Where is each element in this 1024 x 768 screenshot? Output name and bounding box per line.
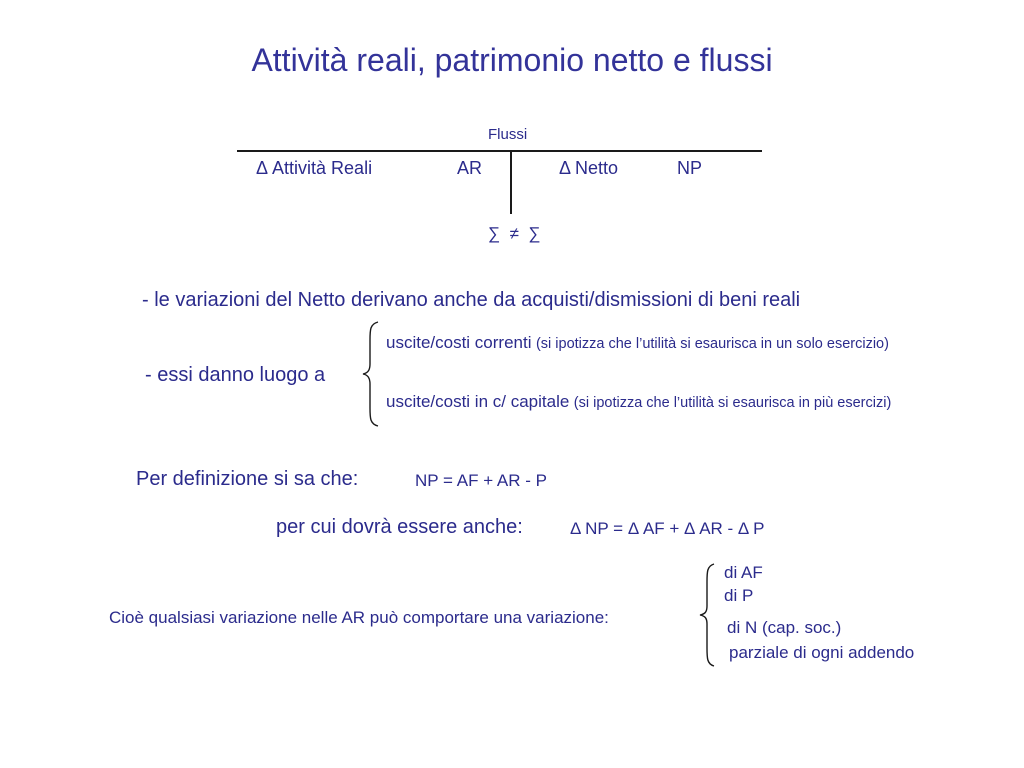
slide-title: Attività reali, patrimonio netto e flussi xyxy=(251,42,773,78)
t-account-right-code: NP xyxy=(677,158,703,178)
left-brace-icon xyxy=(697,562,719,668)
definition-formula: NP = AF + AR - P xyxy=(415,471,547,490)
variation-item-p: di P xyxy=(724,586,754,605)
option-current-costs xyxy=(386,333,889,353)
option-capital-costs xyxy=(386,392,891,412)
option-current-costs-note: (si ipotizza che l’utilità si esaurisca in un solo esercizio) xyxy=(535,336,889,352)
bullet-netto-variations: - le variazioni del Netto derivano anche da acquisti/dismissioni di beni reali xyxy=(142,289,801,311)
definition-label: Per definizione si sa che: xyxy=(136,468,359,490)
variation-label: Cioè qualsiasi variazione nelle AR può comportare una variazione: xyxy=(109,608,609,627)
consequence-formula: Δ NP = Δ AF + Δ AR - Δ P xyxy=(570,519,765,538)
bullet-essi-danno-luogo: - essi danno luogo a xyxy=(145,364,326,386)
t-account-left-code: AR xyxy=(457,158,483,178)
t-account-left-label: Δ Attività Reali xyxy=(256,158,373,178)
t-account-horizontal-line xyxy=(237,150,762,152)
t-account-right-label: Δ Netto xyxy=(559,158,619,178)
t-account-header: Flussi xyxy=(488,126,528,143)
variation-item-partial: parziale di ogni addendo xyxy=(729,643,915,662)
option-current-costs-main: uscite/costi correnti xyxy=(386,333,532,352)
consequence-label: per cui dovrà essere anche: xyxy=(276,516,523,538)
t-account-vertical-line xyxy=(510,150,512,214)
option-capital-costs-main: uscite/costi in c/ capitale xyxy=(386,392,570,411)
left-brace-icon xyxy=(360,320,384,428)
t-account-footer: ∑ ≠ ∑ xyxy=(488,224,541,243)
option-capital-costs-note: (si ipotizza che l’utilità si esaurisca in più esercizi) xyxy=(573,395,892,411)
variation-item-af: di AF xyxy=(724,563,763,582)
variation-item-n: di N (cap. soc.) xyxy=(727,618,842,637)
